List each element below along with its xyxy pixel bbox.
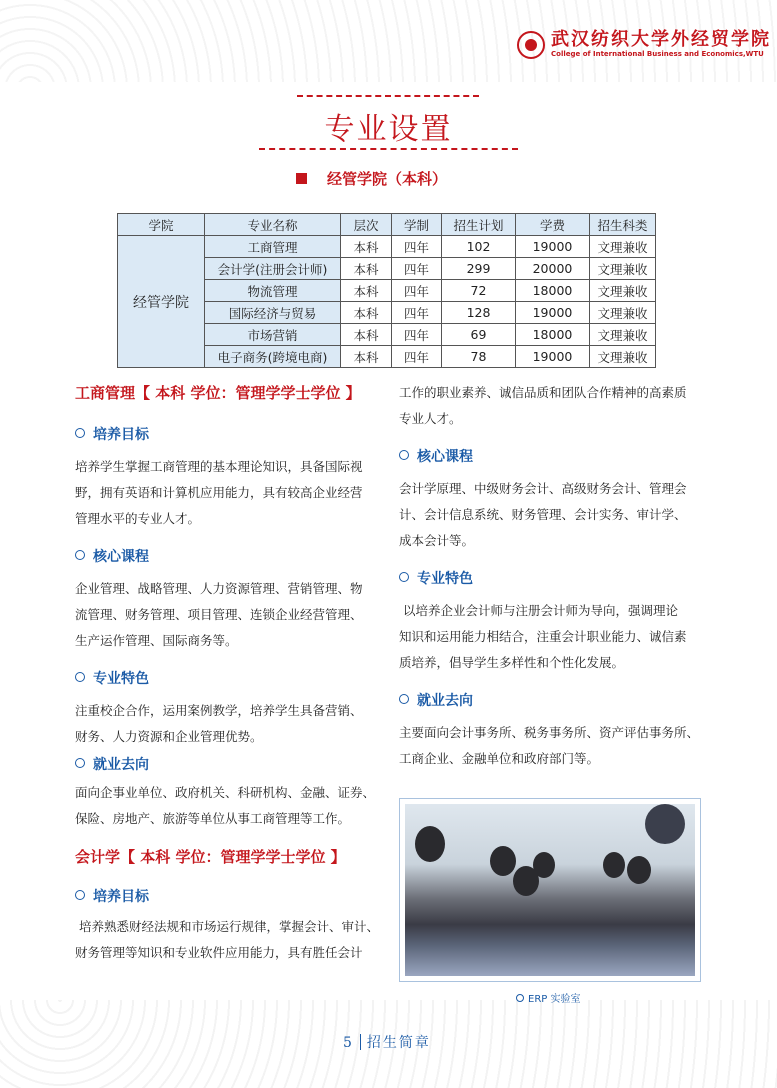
table-header-cell: 招生计划: [442, 214, 516, 236]
table-header-cell: 招生科类: [590, 214, 656, 236]
text-line: 野，拥有英语和计算机应用能力，具有较高企业经营: [75, 485, 363, 500]
heading-goal-accounting: 培养目标: [75, 884, 385, 910]
right-column: [399, 380, 709, 772]
paragraph-feature: [75, 698, 385, 750]
heading-feature-accounting: 专业特色: [399, 566, 709, 592]
text-line: 计、会计信息系统、财务管理、会计实务、审计学、: [399, 507, 687, 522]
paragraph-core-accounting: [399, 476, 709, 554]
paragraph-goal: [75, 454, 385, 532]
circle-bullet-icon: [399, 694, 409, 704]
table-cell: 文理兼收: [590, 324, 656, 346]
paragraph-core: [75, 576, 385, 654]
text-line: 面向企事业单位、政府机关、科研机构、金融、证券、: [75, 785, 376, 800]
heading-core: 核心课程: [75, 544, 385, 570]
heading-jobs-accounting: 就业去向: [399, 688, 709, 714]
major-title-business: 工商管理【 本科 学位：管理学学士学位 】: [75, 384, 361, 402]
table-cell: 物流管理: [205, 280, 341, 302]
table-cell: 72: [442, 280, 516, 302]
table-header-row: [118, 214, 656, 236]
table-cell: 102: [442, 236, 516, 258]
table-cell: 299: [442, 258, 516, 280]
circle-bullet-icon: [75, 428, 85, 438]
footer-label: 招生简章: [366, 1035, 431, 1051]
school-name-en: College of International Business and Economics,WTU: [551, 50, 764, 58]
text-line: 财务管理等知识和专业软件应用能力，具有胜任会计: [75, 945, 363, 960]
paragraph-feature-accounting: [399, 598, 709, 676]
text-line: 财务、人力资源和企业管理优势。: [75, 729, 263, 744]
paragraph-goal-accounting-cont: [399, 380, 709, 432]
table-cell: 本科: [341, 236, 392, 258]
text-line: 质培养，倡导学生多样性和个性化发展。: [399, 655, 625, 670]
text-line: 主要面向会计事务所、税务事务所、资产评估事务所、: [399, 725, 700, 740]
table-cell: 78: [442, 346, 516, 368]
table-cell: 四年: [392, 302, 442, 324]
circle-bullet-icon: [75, 550, 85, 560]
table-cell: 19000: [516, 302, 590, 324]
page-title: 专业设置: [324, 112, 453, 147]
table-cell: 国际经济与贸易: [205, 302, 341, 324]
table-cell: 文理兼收: [590, 258, 656, 280]
table-cell: 会计学(注册会计师): [205, 258, 341, 280]
left-column: [75, 380, 385, 966]
table-cell: 市场营销: [205, 324, 341, 346]
table-cell: 18000: [516, 324, 590, 346]
table-cell: 电子商务(跨境电商): [205, 346, 341, 368]
school-name-cn: 武汉纺织大学外经贸学院: [551, 29, 771, 50]
heading-goal: 培养目标: [75, 422, 385, 448]
erp-lab-photo: [399, 798, 701, 982]
school-seal-icon: [517, 31, 545, 59]
text-line: 注重校企合作，运用案例教学，培养学生具备营销、: [75, 703, 363, 718]
table-cell: 本科: [341, 346, 392, 368]
text-line: 专业人才。: [399, 411, 462, 426]
table-cell: 69: [442, 324, 516, 346]
text-line: 知识和运用能力相结合，注重会计职业能力、诚信素: [399, 629, 687, 644]
text-line: 保险、房地产、旅游等单位从事工商管理等工作。: [75, 811, 351, 826]
text-line: 流管理、财务管理、项目管理、连锁企业经营管理、: [75, 607, 363, 622]
text-line: 工作的职业素养、诚信品质和团队合作精神的高素质: [399, 385, 687, 400]
title-divider-bottom: [259, 148, 518, 150]
paragraph-jobs: [75, 780, 385, 832]
table-cell: 四年: [392, 346, 442, 368]
table-cell: 20000: [516, 258, 590, 280]
square-bullet-icon: [296, 173, 307, 184]
heading-jobs: 就业去向: [75, 752, 385, 778]
majors-table: [117, 213, 656, 368]
text-line: 管理水平的专业人才。: [75, 511, 201, 526]
table-header-cell: 学制: [392, 214, 442, 236]
table-cell: 四年: [392, 280, 442, 302]
text-line: 成本会计等。: [399, 533, 475, 548]
table-cell: 本科: [341, 302, 392, 324]
paragraph-jobs-accounting: [399, 720, 709, 772]
heading-feature: 专业特色: [75, 666, 385, 692]
circle-bullet-icon: [516, 994, 524, 1002]
section-heading-text: 经管学院（本科）: [327, 170, 448, 188]
page-number: 5: [343, 1035, 354, 1051]
text-line: 培养熟悉财经法规和市场运行规律，掌握会计、审计、: [75, 919, 379, 934]
page-footer: [343, 1032, 431, 1052]
table-cell: 19000: [516, 346, 590, 368]
table-cell: 文理兼收: [590, 302, 656, 324]
circle-bullet-icon: [75, 672, 85, 682]
table-cell: 四年: [392, 236, 442, 258]
text-line: 培养学生掌握工商管理的基本理论知识，具备国际视: [75, 459, 363, 474]
paragraph-goal-accounting: [75, 914, 385, 966]
circle-bullet-icon: [399, 450, 409, 460]
title-divider-top: [297, 95, 479, 97]
table-cell: 本科: [341, 258, 392, 280]
text-line: 会计学原理、中级财务会计、高级财务会计、管理会: [399, 481, 687, 496]
table-header-cell: 专业名称: [205, 214, 341, 236]
table-row: [118, 236, 656, 258]
section-heading: [296, 168, 447, 189]
table-header-cell: 学费: [516, 214, 590, 236]
table-cell: 文理兼收: [590, 280, 656, 302]
table-cell: 四年: [392, 258, 442, 280]
text-line: 企业管理、战略管理、人力资源管理、营销管理、物: [75, 581, 363, 596]
table-cell: 文理兼收: [590, 236, 656, 258]
table-cell: 18000: [516, 280, 590, 302]
text-line: 以培养企业会计师与注册会计师为导向，强调理论: [399, 603, 678, 618]
table-header-cell: 层次: [341, 214, 392, 236]
table-cell: 本科: [341, 280, 392, 302]
heading-core-accounting: 核心课程: [399, 444, 709, 470]
major-title-accounting: 会计学【 本科 学位：管理学学士学位 】: [75, 848, 346, 866]
table-header-cell: 学院: [118, 214, 205, 236]
photo-caption: ERP 实验室: [516, 990, 580, 1005]
circle-bullet-icon: [75, 890, 85, 900]
school-logo: [517, 30, 771, 59]
table-cell: 四年: [392, 324, 442, 346]
circle-bullet-icon: [75, 758, 85, 768]
table-cell: 19000: [516, 236, 590, 258]
text-line: 生产运作管理、国际商务等。: [75, 633, 238, 648]
table-cell: 工商管理: [205, 236, 341, 258]
table-cell: 文理兼收: [590, 346, 656, 368]
table-cell: 本科: [341, 324, 392, 346]
circle-bullet-icon: [399, 572, 409, 582]
erp-lab-image: [405, 804, 695, 976]
department-cell: 经管学院: [118, 236, 205, 368]
text-line: 工商企业、金融单位和政府部门等。: [399, 751, 600, 766]
table-cell: 128: [442, 302, 516, 324]
